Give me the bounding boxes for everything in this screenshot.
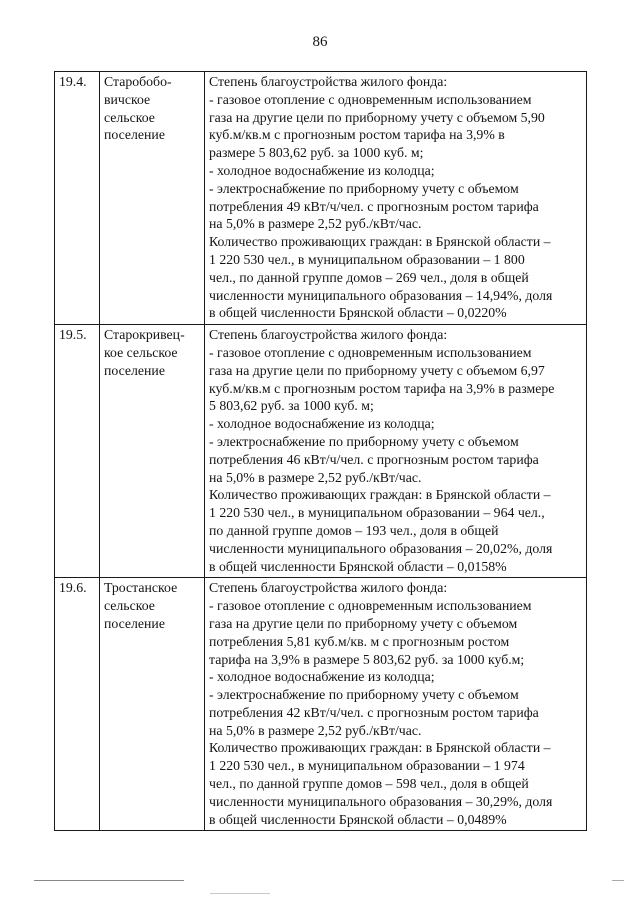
footer-rule — [34, 880, 184, 881]
description-line: потребления 49 кВт/ч/чел. с прогнозным ростом тарифа — [209, 198, 539, 214]
row-number: 19.6. — [55, 578, 100, 831]
settlement-name — [100, 325, 205, 578]
description-line: 1 220 530 чел., в муниципальном образовании – 1 974 — [209, 758, 525, 774]
housing-description — [205, 72, 587, 325]
description-line: газа на другие цели по приборному учету с объемом — [209, 615, 518, 631]
description-line: Степень благоустройства жилого фонда: — [209, 580, 448, 596]
row-number: 19.5. — [55, 325, 100, 578]
housing-description — [205, 325, 587, 578]
settlement-name-line: сельское — [104, 109, 155, 125]
description-line: газа на другие цели по приборному учету с объемом 6,97 — [209, 362, 545, 378]
description-line: Количество проживающих граждан: в Брянской области – — [209, 487, 551, 503]
description-line: - электроснабжение по приборному учету с объемом — [209, 180, 519, 196]
settlement-name-line: поселение — [104, 362, 165, 378]
housing-description — [205, 578, 587, 831]
description-line: Степень благоустройства жилого фонда: — [209, 74, 448, 89]
description-line: Степень благоустройства жилого фонда: — [209, 327, 448, 343]
settlement-name-line: поселение — [104, 615, 165, 631]
description-line: - электроснабжение по приборному учету с объемом — [209, 687, 519, 703]
description-line: по данной группе домов – 193 чел., доля в общей — [209, 522, 499, 538]
settlement-name-line: Старобобо- — [104, 74, 172, 89]
description-line: численности муниципального образования – 30,29%, доля — [209, 793, 553, 809]
description-line: тарифа на 3,9% в размере 5 803,62 руб. за 1000 куб.м; — [209, 651, 525, 667]
description-line: 1 220 530 чел., в муниципальном образовании – 1 800 — [209, 251, 525, 267]
description-line: - газовое отопление с одновременным использованием — [209, 91, 532, 107]
page-number: 86 — [312, 34, 328, 50]
settlement-name-line: сельское — [104, 598, 155, 614]
scan-mark-right — [612, 880, 624, 881]
settlement-name-line: кое сельское — [104, 344, 178, 360]
settlement-name-line: Старокривец- — [104, 327, 185, 343]
scan-mark — [210, 893, 270, 894]
description-line: куб.м/кв.м с прогнозным ростом тарифа на 3,9% в — [209, 127, 505, 143]
description-line: Количество проживающих граждан: в Брянской области – — [209, 234, 551, 250]
row-number: 19.4. — [55, 72, 100, 325]
settlement-name-line: вичское — [104, 91, 151, 107]
description-line: численности муниципального образования – 14,94%, доля — [209, 287, 553, 303]
description-line: - холодное водоснабжение из колодца; — [209, 162, 435, 178]
table-row — [55, 578, 587, 831]
description-line: - холодное водоснабжение из колодца; — [209, 416, 435, 432]
description-line: на 5,0% в размере 2,52 руб./кВт/час. — [209, 216, 422, 232]
description-line: - холодное водоснабжение из колодца; — [209, 669, 435, 685]
description-line: - газовое отопление с одновременным использованием — [209, 344, 532, 360]
table-row — [55, 325, 587, 578]
description-line: Количество проживающих граждан: в Брянской области – — [209, 740, 551, 756]
description-line: чел., по данной группе домов – 598 чел., доля в общей — [209, 776, 529, 792]
settlements-table — [54, 71, 587, 831]
settlement-name — [100, 72, 205, 325]
description-line: чел., по данной группе домов – 269 чел., доля в общей — [209, 269, 529, 285]
description-line: в общей численности Брянской области – 0,0220% — [209, 305, 507, 321]
description-line: куб.м/кв.м с прогнозным ростом тарифа на 3,9% в размере — [209, 380, 555, 396]
description-line: на 5,0% в размере 2,52 руб./кВт/час. — [209, 469, 422, 485]
table-body — [55, 72, 587, 831]
description-line: - электроснабжение по приборному учету с объемом — [209, 433, 519, 449]
settlement-name-line: поселение — [104, 127, 165, 143]
description-line: размере 5 803,62 руб. за 1000 куб. м; — [209, 145, 424, 161]
description-line: на 5,0% в размере 2,52 руб./кВт/час. — [209, 722, 422, 738]
description-line: газа на другие цели по приборному учету с объемом 5,90 — [209, 109, 545, 125]
settlement-name-line: Тростанское — [104, 580, 178, 596]
settlement-name — [100, 578, 205, 831]
description-line: численности муниципального образования – 20,02%, доля — [209, 540, 553, 556]
description-line: - газовое отопление с одновременным использованием — [209, 598, 532, 614]
description-line: в общей численности Брянской области – 0,0158% — [209, 558, 507, 574]
description-line: в общей численности Брянской области – 0,0489% — [209, 811, 507, 827]
description-line: 1 220 530 чел., в муниципальном образовании – 964 чел., — [209, 505, 545, 521]
table-row — [55, 72, 587, 325]
description-line: потребления 42 кВт/ч/чел. с прогнозным ростом тарифа — [209, 704, 539, 720]
description-line: 5 803,62 руб. за 1000 куб. м; — [209, 398, 374, 414]
description-line: потребления 5,81 куб.м/кв. м с прогнозным ростом — [209, 633, 510, 649]
description-line: потребления 46 кВт/ч/чел. с прогнозным ростом тарифа — [209, 451, 539, 467]
